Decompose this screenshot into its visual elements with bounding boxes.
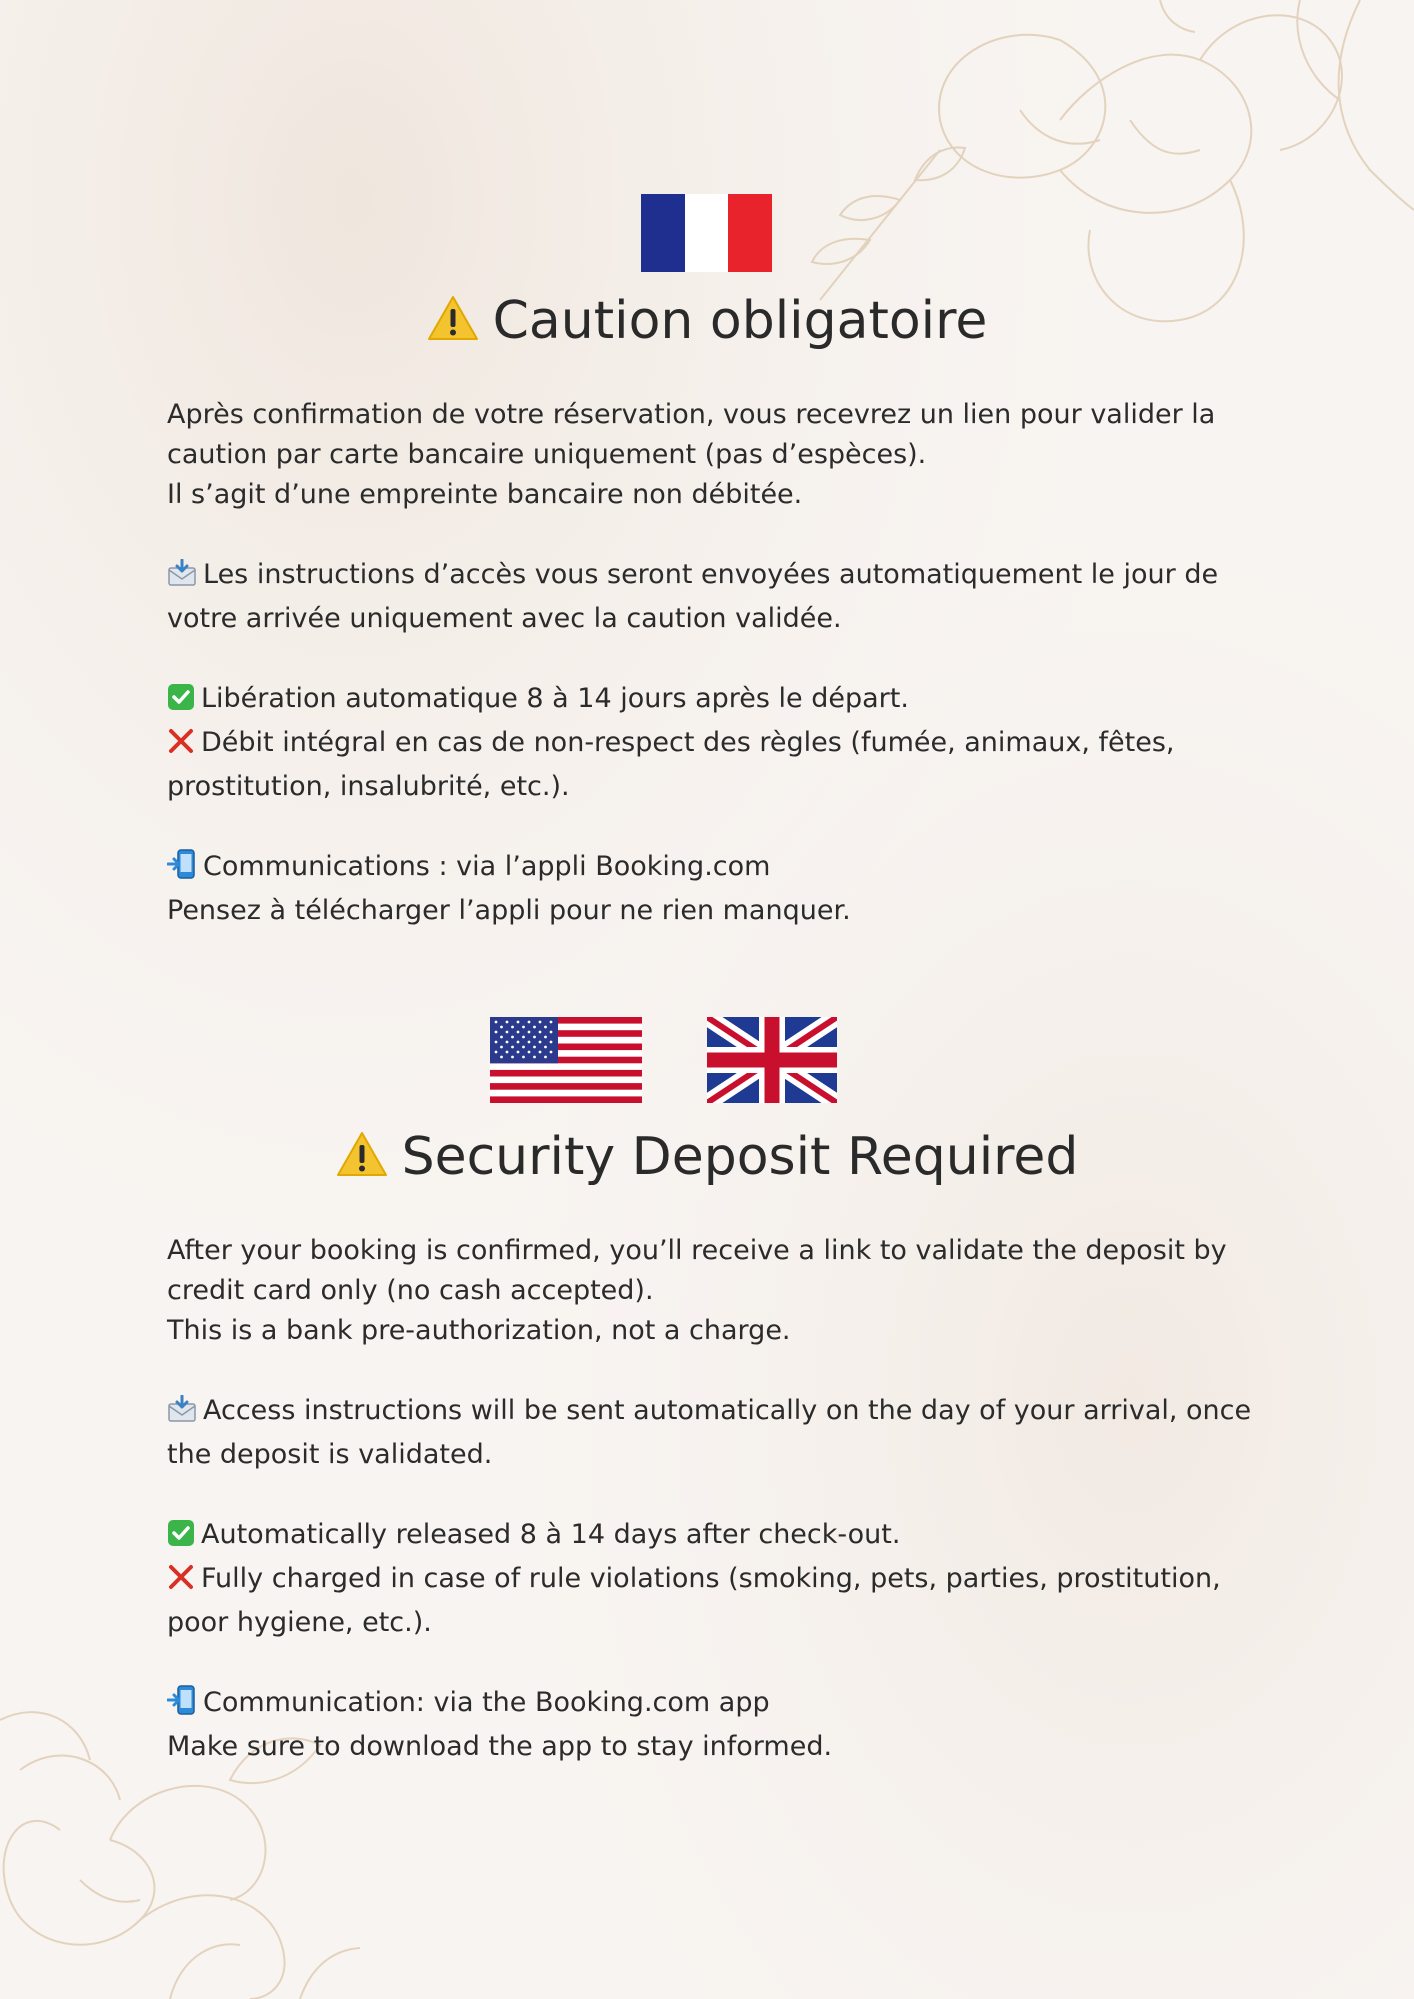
text-line: Les instructions d’accès vous seront envoyées automatiquement le jour de votre arrivée uniquement avec la caution validée. (167, 559, 1219, 634)
text-line: Après confirmation de votre réservation, vous recevrez un lien pour valider la caution par carte bancaire uniquement (pas d’espèces). (167, 399, 1216, 470)
english-title (0, 1127, 1414, 1191)
mobile-phone-arrow-icon (167, 1685, 197, 1727)
text-line: Communications : via l’appli Booking.com (167, 847, 1257, 891)
text-line: Communication: via the Booking.com app (167, 1683, 1257, 1727)
envelope-inbox-icon (167, 1395, 197, 1435)
check-mark-icon (167, 1519, 195, 1559)
cross-mark-icon (167, 727, 195, 767)
english-paragraph-3 (167, 1515, 1257, 1643)
text-line: After your booking is confirmed, you’ll receive a link to validate the deposit by credit card only (no cash accepted). (167, 1235, 1227, 1306)
text-line: Automatically released 8 à 14 days after check-out. (167, 1515, 1257, 1559)
warning-icon (336, 1130, 388, 1191)
english-body (167, 1231, 1257, 1807)
english-paragraph-2 (167, 1391, 1257, 1475)
text-line: Il s’agit d’une empreinte bancaire non débitée. (167, 479, 803, 510)
uk-flag-icon (707, 1017, 837, 1103)
text-line: Pensez à télécharger l’appli pour ne rien manquer. (167, 895, 851, 926)
french-title-text: Caution obligatoire (492, 291, 988, 351)
french-paragraph-1 (167, 395, 1257, 515)
envelope-inbox-icon (167, 559, 197, 599)
cross-mark-icon (167, 1563, 195, 1603)
usa-flag-icon (490, 1017, 642, 1103)
french-paragraph-2 (167, 555, 1257, 639)
text-line: Débit intégral en cas de non-respect des règles (fumée, animaux, fêtes, prostitution, insalubrité, etc.). (167, 727, 1175, 802)
text-line: Libération automatique 8 à 14 jours après le départ. (167, 679, 1257, 723)
text-line: Make sure to download the app to stay informed. (167, 1731, 833, 1762)
text-line: Access instructions will be sent automatically on the day of your arrival, once the deposit is validated. (167, 1395, 1252, 1470)
warning-icon (427, 294, 479, 355)
check-mark-icon (167, 683, 195, 723)
french-body (167, 395, 1257, 971)
text-line: This is a bank pre-authorization, not a charge. (167, 1315, 791, 1346)
english-title-text: Security Deposit Required (401, 1127, 1079, 1187)
english-paragraph-1 (167, 1231, 1257, 1351)
french-paragraph-4 (167, 847, 1257, 931)
english-paragraph-4 (167, 1683, 1257, 1767)
french-title (0, 291, 1414, 355)
french-paragraph-3 (167, 679, 1257, 807)
france-flag-icon (641, 194, 772, 272)
mobile-phone-arrow-icon (167, 849, 197, 891)
text-line: Fully charged in case of rule violations (smoking, pets, parties, prostitution, poor hygiene, etc.). (167, 1563, 1221, 1638)
